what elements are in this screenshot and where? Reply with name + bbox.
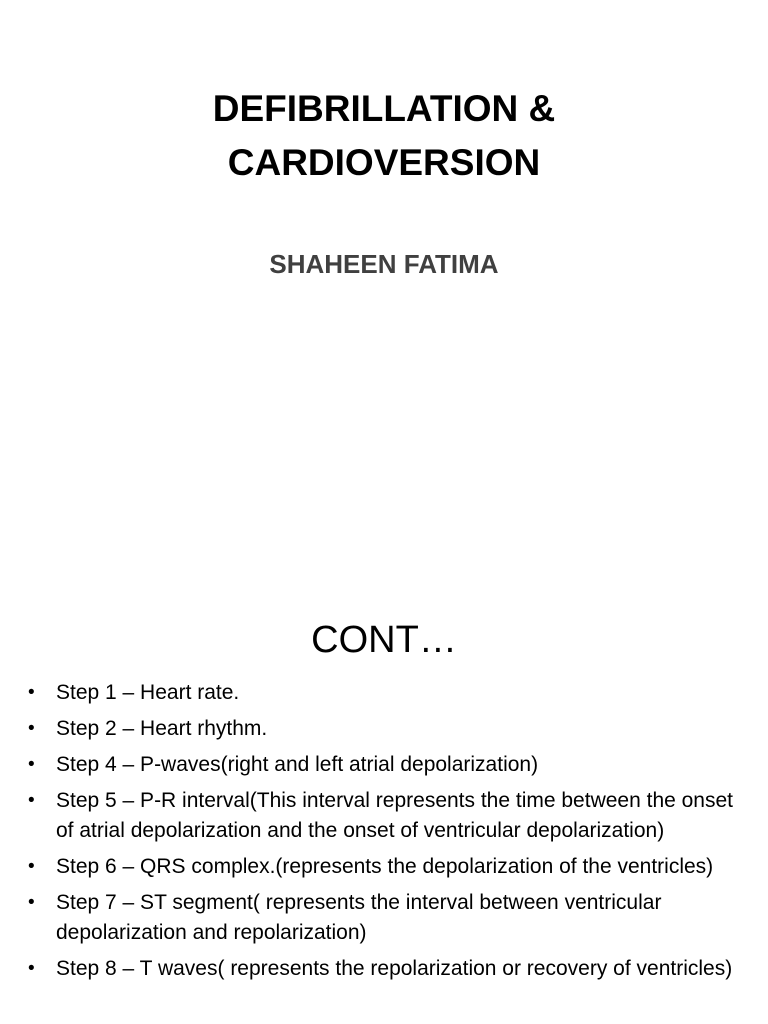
author-name: SHAHEEN FATIMA	[269, 249, 499, 279]
bullet-text: Step 6 – QRS complex.(represents the depolarization of the ventricles)	[56, 855, 714, 878]
bullet-icon: •	[28, 718, 35, 739]
content-slide	[0, 576, 768, 1024]
bullet-icon: •	[28, 856, 35, 877]
bullet-item	[26, 888, 738, 948]
bullet-list	[26, 678, 738, 990]
bullet-text: Step 7 – ST segment( represents the interval between ventricular depolarization and repolarization)	[56, 891, 662, 944]
bullet-icon: •	[28, 682, 35, 703]
bullet-text: Step 5 – P-R interval(This interval represents the time between the onset of atrial depolarization and the onset of ventricular depolarization)	[56, 789, 734, 842]
slide-title-line-1: DEFIBRILLATION &	[212, 88, 556, 129]
bullet-item	[26, 954, 738, 984]
slide-title	[0, 82, 768, 190]
bullet-item	[26, 786, 738, 846]
bullet-item	[26, 750, 738, 780]
bullet-item	[26, 678, 738, 708]
bullet-item	[26, 852, 738, 882]
bullet-text: Step 8 – T waves( represents the repolarization or recovery of ventricles)	[56, 957, 733, 980]
bullet-icon: •	[28, 958, 35, 979]
bullet-text: Step 4 – P-waves(right and left atrial depolarization)	[56, 753, 539, 776]
bullet-icon: •	[28, 790, 35, 811]
bullet-icon: •	[28, 754, 35, 775]
bullet-text: Step 2 – Heart rhythm.	[56, 717, 268, 740]
content-slide-title: CONT…	[311, 619, 457, 661]
bullet-item	[26, 714, 738, 744]
slide-title-line-2: CARDIOVERSION	[227, 142, 541, 183]
bullet-icon: •	[28, 892, 35, 913]
bullet-text: Step 1 – Heart rate.	[56, 681, 240, 704]
